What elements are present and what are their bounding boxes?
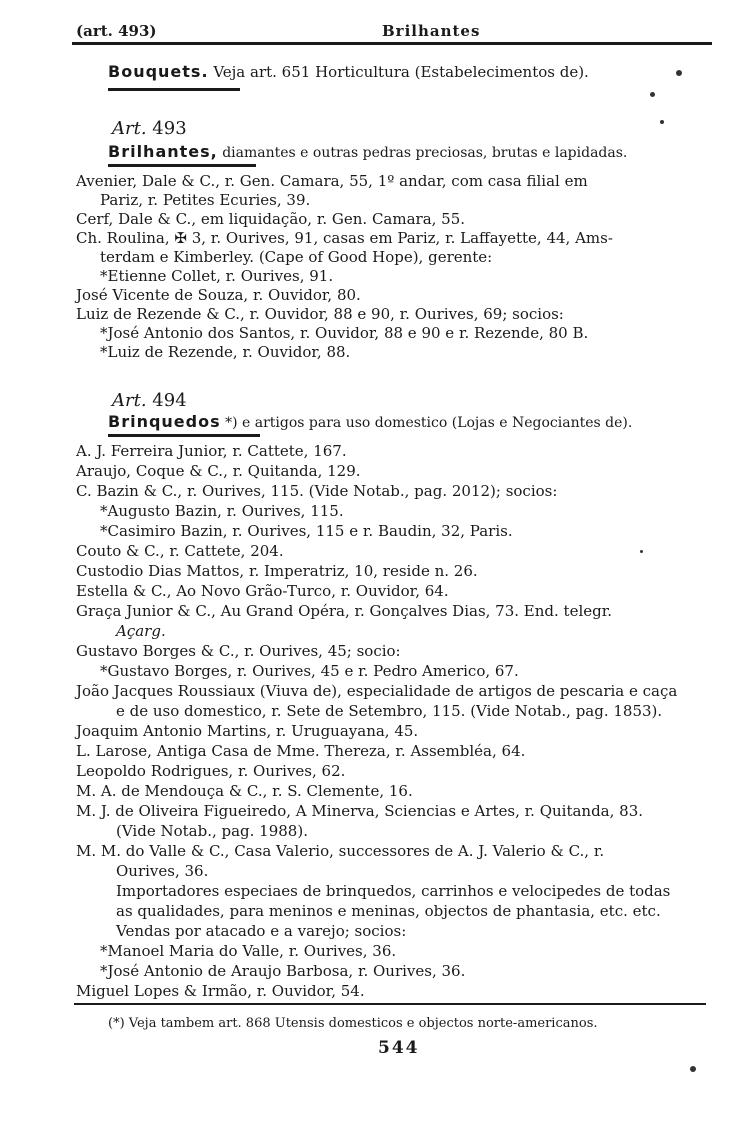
- list-item: Joaquim Antonio Martins, r. Uruguayana, 45.: [76, 722, 419, 740]
- list-item: M. M. do Valle & C., Casa Valerio, successores de A. J. Valerio & C., r.: [76, 842, 605, 860]
- art493-underline: [108, 164, 256, 167]
- list-item: as qualidades, para meninos e meninas, objectos de phantasia, etc. etc.: [116, 902, 661, 920]
- art493-category: [108, 142, 627, 161]
- art494-description: *) e artigos para uso domestico (Lojas e Negociantes de).: [225, 415, 633, 431]
- list-item: *Augusto Bazin, r. Ourives, 115.: [100, 502, 344, 520]
- list-item: Ourives, 36.: [116, 862, 209, 880]
- list-item: terdam e Kimberley. (Cape of Good Hope), gerente:: [100, 248, 493, 266]
- art494-number: 494: [152, 390, 187, 411]
- bouquets-crossref: [108, 62, 589, 81]
- list-item: (Vide Notab., pag. 1988).: [116, 822, 308, 840]
- art493-label: Art.: [112, 118, 147, 139]
- list-item: *Etienne Collet, r. Ourives, 91.: [100, 267, 334, 285]
- header-rule: [72, 42, 712, 45]
- list-item: Pariz, r. Petites Ecuries, 39.: [100, 191, 311, 209]
- list-item: *Manoel Maria do Valle, r. Ourives, 36.: [100, 942, 397, 960]
- list-item: Couto & C., r. Cattete, 204.: [76, 542, 284, 560]
- art493-keyword: Brilhantes,: [108, 142, 218, 161]
- art493-description: diamantes e outras pedras preciosas, brutas e lapidadas.: [222, 145, 628, 161]
- art494-label: Art.: [112, 390, 147, 411]
- art494-keyword: Brinquedos: [108, 412, 221, 431]
- list-item: *Luiz de Rezende, r. Ouvidor, 88.: [100, 343, 351, 361]
- list-item: João Jacques Roussiaux (Viuva de), especialidade de artigos de pescaria e caça: [76, 682, 678, 700]
- list-item: *Casimiro Bazin, r. Ourives, 115 e r. Baudin, 32, Paris.: [100, 522, 513, 540]
- running-header: [72, 22, 712, 42]
- list-item: *Gustavo Borges, r. Ourives, 45 e r. Pedro Americo, 67.: [100, 662, 519, 680]
- list-item: Miguel Lopes & Irmão, r. Ouvidor, 54.: [76, 982, 365, 1000]
- art493-heading: [112, 118, 187, 139]
- list-item: e de uso domestico, r. Sete de Setembro, 115. (Vide Notab., pag. 1853).: [116, 702, 663, 720]
- list-item: *José Antonio dos Santos, r. Ouvidor, 88 e 90 e r. Rezende, 80 B.: [100, 324, 589, 342]
- list-item: Luiz de Rezende & C., r. Ouvidor, 88 e 90, r. Ourives, 69; socios:: [76, 305, 564, 323]
- list-item: Leopoldo Rodrigues, r. Ourives, 62.: [76, 762, 346, 780]
- bouquets-underline: [108, 88, 240, 91]
- art494-category: [108, 412, 632, 431]
- art493-number: 493: [152, 118, 187, 139]
- list-item: M. A. de Mendouça & C., r. S. Clemente, 16.: [76, 782, 413, 800]
- print-speck: [676, 70, 682, 76]
- list-item: Açarg.: [116, 622, 166, 640]
- list-item: Importadores especiaes de brinquedos, carrinhos e velocipedes de todas: [116, 882, 671, 900]
- page-number: 544: [378, 1038, 420, 1058]
- print-speck: [690, 1066, 696, 1072]
- list-item: M. J. de Oliveira Figueiredo, A Minerva, Sciencias e Artes, r. Quitanda, 83.: [76, 802, 644, 820]
- header-article-ref: (art. 493): [76, 22, 157, 40]
- bouquets-keyword: Bouquets.: [108, 62, 209, 81]
- list-item: Graça Junior & C., Au Grand Opéra, r. Gonçalves Dias, 73. End. telegr.: [76, 602, 613, 620]
- header-section-title: Brilhantes: [382, 22, 481, 40]
- list-item: Vendas por atacado e a varejo; socios:: [116, 922, 407, 940]
- print-speck: [650, 92, 655, 97]
- art494-heading: [112, 390, 187, 411]
- list-item: Gustavo Borges & C., r. Ourives, 45; socio:: [76, 642, 401, 660]
- bouquets-text: Veja art. 651 Horticultura (Estabelecimentos de).: [213, 63, 589, 81]
- list-item: José Vicente de Souza, r. Ouvidor, 80.: [76, 286, 361, 304]
- list-item: Araujo, Coque & C., r. Quitanda, 129.: [76, 462, 361, 480]
- list-item: L. Larose, Antiga Casa de Mme. Thereza, r. Assembléa, 64.: [76, 742, 526, 760]
- footnote: (*) Veja tambem art. 868 Utensis domesticos e objectos norte-americanos.: [108, 1016, 598, 1031]
- print-speck: [660, 120, 664, 124]
- list-item: Avenier, Dale & C., r. Gen. Camara, 55, 1º andar, com casa filial em: [76, 172, 588, 190]
- list-item: C. Bazin & C., r. Ourives, 115. (Vide Notab., pag. 2012); socios:: [76, 482, 558, 500]
- art494-underline: [108, 434, 260, 437]
- list-item: *José Antonio de Araujo Barbosa, r. Ourives, 36.: [100, 962, 466, 980]
- list-item: Custodio Dias Mattos, r. Imperatriz, 10, reside n. 26.: [76, 562, 478, 580]
- footnote-separator: [74, 1003, 706, 1005]
- list-item: Estella & C., Ao Novo Grão-Turco, r. Ouvidor, 64.: [76, 582, 449, 600]
- list-item: A. J. Ferreira Junior, r. Cattete, 167.: [76, 442, 347, 460]
- list-item: Cerf, Dale & C., em liquidação, r. Gen. Camara, 55.: [76, 210, 466, 228]
- list-item: Ch. Roulina, ✠ 3, r. Ourives, 91, casas em Pariz, r. Laffayette, 44, Ams-: [76, 229, 613, 247]
- print-speck: [640, 550, 643, 553]
